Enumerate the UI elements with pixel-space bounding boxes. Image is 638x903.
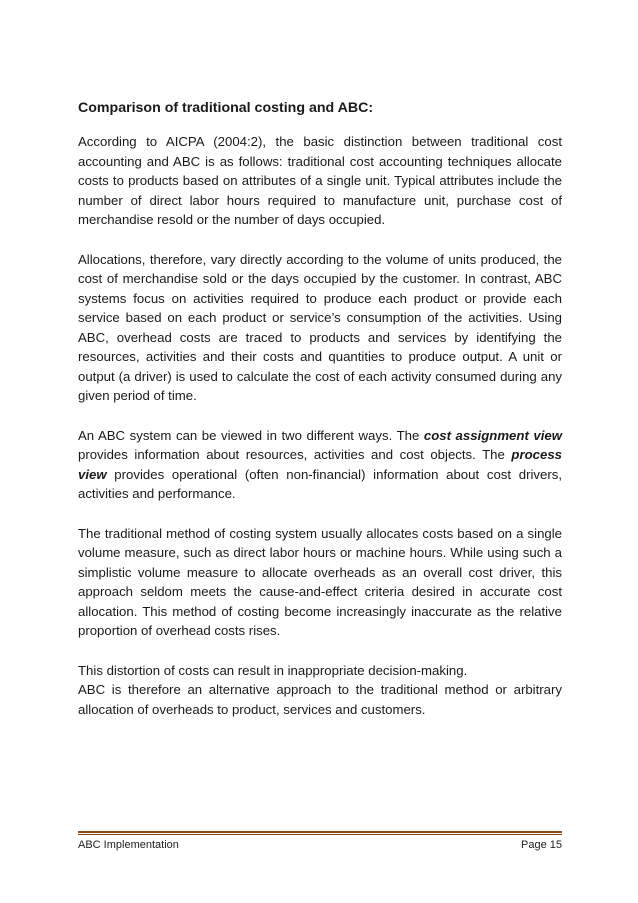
page-content <box>78 98 562 739</box>
page-footer <box>78 838 562 852</box>
cost-assignment-view-term: cost assignment view <box>423 427 562 443</box>
footer-divider-thin <box>78 834 562 835</box>
process-view-term: process view <box>78 447 562 482</box>
paragraph-traditional-method: The traditional method of costing system usually allocates costs based on a single volume measure, such as direct labor hours or machine hours. While using such a simplistic volume measure to allocate overheads as an overall cost driver, this approach seldom meets the cause-and-effect criteria desired in accurate cost allocation. This method of costing become increasingly inaccurate as the relative proportion of overhead costs rises. <box>78 525 562 638</box>
abc-views-text-1: An ABC system can be viewed in two different ways. The <box>78 427 424 443</box>
abc-views-text-3: provides operational (often non-financial) information about cost drivers, activities and performance. <box>78 466 562 501</box>
footer-document-title: ABC Implementation <box>78 839 179 851</box>
footer-divider <box>78 831 562 833</box>
paragraph-allocations: Allocations, therefore, vary directly according to the volume of units produced, the cost of merchandise sold or the days occupied by the customer. In contrast, ABC systems focus on activities required to produce each product or provide each service based on each product or service’s consumption of the activities. Using ABC, overhead costs are traced to products and services by identifying the resources, activities and their costs and quantities to produce output. A unit or output (a driver) is used to calculate the cost of each activity consumed during any given period of time. <box>78 251 562 403</box>
section-heading: Comparison of traditional costing and ABC: <box>78 100 374 116</box>
abc-views-text-2: provides information about resources, activities and cost objects. The <box>78 447 512 462</box>
paragraph-distortion: This distortion of costs can result in inappropriate decision-making. <box>78 662 468 678</box>
paragraph-abc-alternative: ABC is therefore an alternative approach to the traditional method or arbitrary allocation of overheads to product, services and customers. <box>78 682 562 717</box>
paragraph-aicpa-definition: According to AICPA (2004:2), the basic distinction between traditional cost accounting and ABC is as follows: traditional cost accounting techniques allocate costs to products based on attributes of a single unit. Typical attributes include the number of direct labor hours required to manufacture unit, purchase cost of merchandise resold or the number of days occupied. <box>78 134 562 227</box>
paragraph-abc-views <box>78 426 562 504</box>
footer-page-number: Page 15 <box>521 839 562 851</box>
